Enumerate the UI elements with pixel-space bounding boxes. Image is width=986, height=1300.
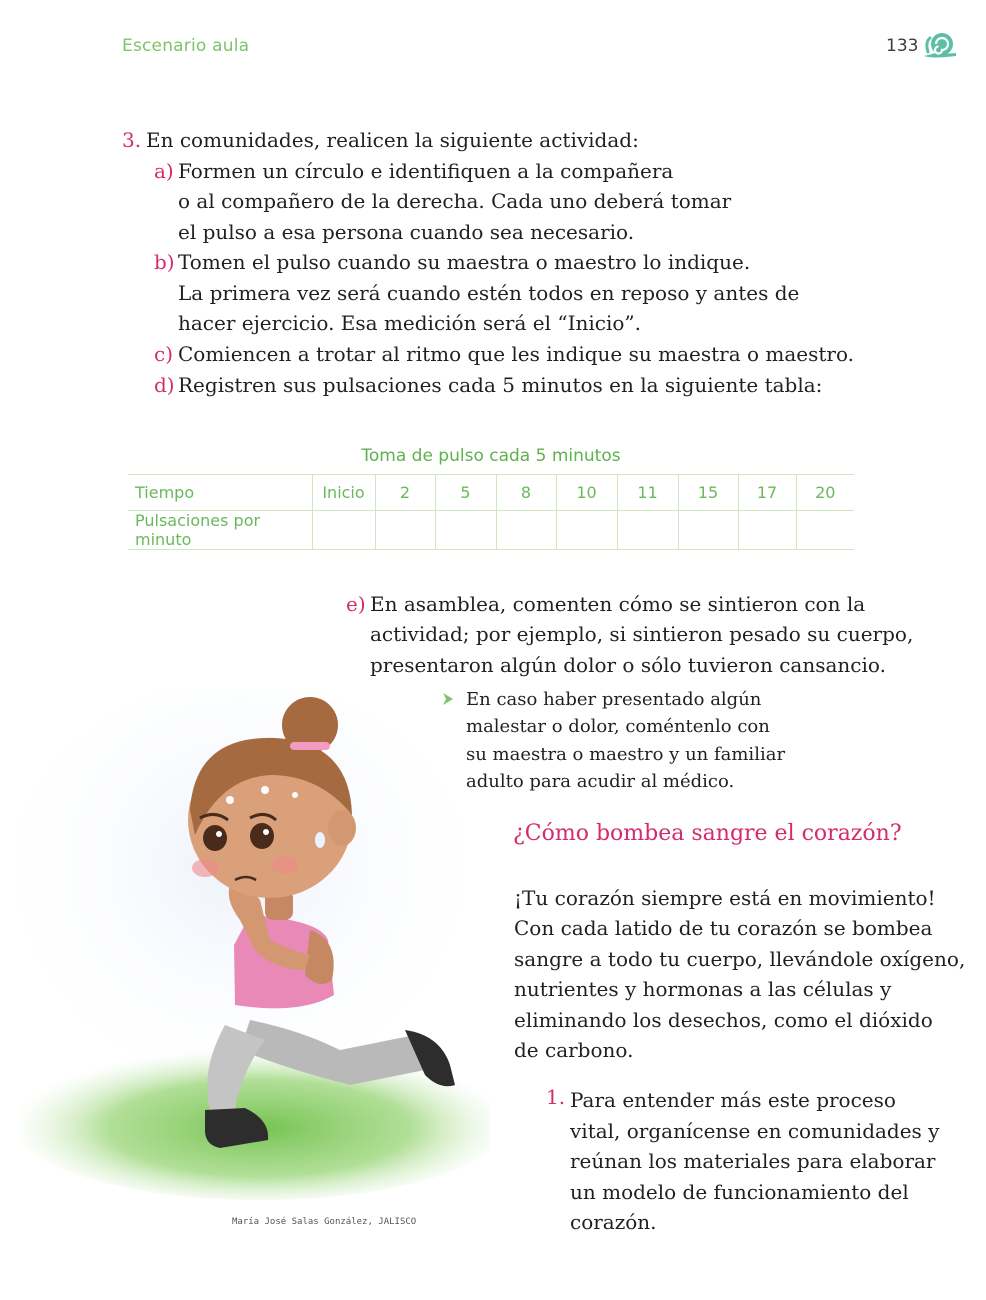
step-line: un modelo de funcionamiento del: [570, 1180, 909, 1204]
pulse-cell: [435, 511, 496, 550]
pulse-cell: [375, 511, 435, 550]
table-caption: Toma de pulso cada 5 minutos: [361, 446, 621, 466]
note-line: adulto para acudir al médico.: [466, 771, 735, 792]
activity-intro: En comunidades, realicen la siguiente actividad:: [146, 128, 639, 152]
step-line: vital, organícense en comunidades y: [570, 1119, 940, 1143]
paragraph-line: de carbono.: [514, 1038, 634, 1062]
pulse-table: [128, 474, 854, 550]
illustration-credit: María José Salas González, JALISCO: [232, 1217, 417, 1227]
activity-number: 3.: [122, 128, 142, 152]
table-row: [128, 475, 854, 511]
note-line: En caso haber presentado algún: [466, 689, 762, 710]
item-text: La primera vez será cuando estén todos en reposo y antes de: [178, 281, 800, 305]
item-text: el pulso a esa persona cuando sea necesario.: [178, 220, 635, 244]
item-text: actividad; por ejemplo, si sintieron pesado su cuerpo,: [370, 622, 914, 646]
item-a: [154, 156, 673, 187]
step-line: Para entender más este proceso: [570, 1088, 896, 1112]
item-letter: b): [154, 250, 175, 274]
time-cell: 10: [556, 475, 617, 511]
girl-jogging-illustration: [20, 690, 490, 1210]
running-head: Escenario aula: [122, 36, 250, 56]
snail-icon: [922, 30, 958, 60]
page-number: 133: [886, 36, 919, 56]
item-c: [154, 339, 854, 370]
item-letter: e): [346, 592, 366, 616]
item-text: Tomen el pulso cuando su maestra o maestro lo indique.: [178, 250, 751, 274]
row-header: Pulsaciones por minuto: [128, 511, 312, 550]
item-letter: c): [154, 342, 174, 366]
item-text: presentaron algún dolor o sólo tuvieron cansancio.: [370, 653, 886, 677]
time-cell: 2: [375, 475, 435, 511]
item-e: [346, 589, 865, 620]
step-line: reúnan los materiales para elaborar: [570, 1149, 936, 1173]
item-letter: d): [154, 373, 175, 397]
item-text: o al compañero de la derecha. Cada uno deberá tomar: [178, 189, 732, 213]
item-text: En asamblea, comenten cómo se sintieron con la: [370, 592, 866, 616]
paragraph-line: ¡Tu corazón siempre está en movimiento!: [514, 886, 936, 910]
item-text: hacer ejercicio. Esa medición será el “Inicio”.: [178, 311, 641, 335]
item-text: Formen un círculo e identifiquen a la compañera: [178, 159, 674, 183]
item-d: [154, 370, 822, 401]
time-cell: Inicio: [312, 475, 375, 511]
item-text: Registren sus pulsaciones cada 5 minutos en la siguiente tabla:: [178, 373, 823, 397]
paragraph-line: eliminando los desechos, como el dióxido: [514, 1008, 933, 1032]
pulse-cell: [678, 511, 738, 550]
row-header: Tiempo: [128, 475, 312, 511]
section-heading: ¿Cómo bombea sangre el corazón?: [513, 821, 902, 846]
item-text: Comiencen a trotar al ritmo que les indique su maestra o maestro.: [178, 342, 855, 366]
item-b: [154, 247, 750, 278]
time-cell: 8: [496, 475, 556, 511]
step-number: 1.: [546, 1085, 566, 1109]
pulse-cell: [556, 511, 617, 550]
paragraph-line: Con cada latido de tu corazón se bombea: [514, 916, 933, 940]
step-line: corazón.: [570, 1210, 657, 1234]
pulse-cell: [738, 511, 796, 550]
time-cell: 11: [617, 475, 678, 511]
pulse-cell: [617, 511, 678, 550]
note-line: su maestra o maestro y un familiar: [466, 744, 786, 765]
table-row: [128, 511, 854, 550]
paragraph-line: nutrientes y hormonas a las células y: [514, 977, 892, 1001]
pulse-cell: [496, 511, 556, 550]
time-cell: 5: [435, 475, 496, 511]
time-cell: 17: [738, 475, 796, 511]
time-cell: 15: [678, 475, 738, 511]
item-letter: a): [154, 159, 174, 183]
time-cell: 20: [796, 475, 854, 511]
paragraph-line: sangre a todo tu cuerpo, llevándole oxígeno,: [514, 947, 966, 971]
pulse-cell: [796, 511, 854, 550]
pulse-cell: [312, 511, 375, 550]
note-line: malestar o dolor, coméntenlo con: [466, 716, 770, 737]
